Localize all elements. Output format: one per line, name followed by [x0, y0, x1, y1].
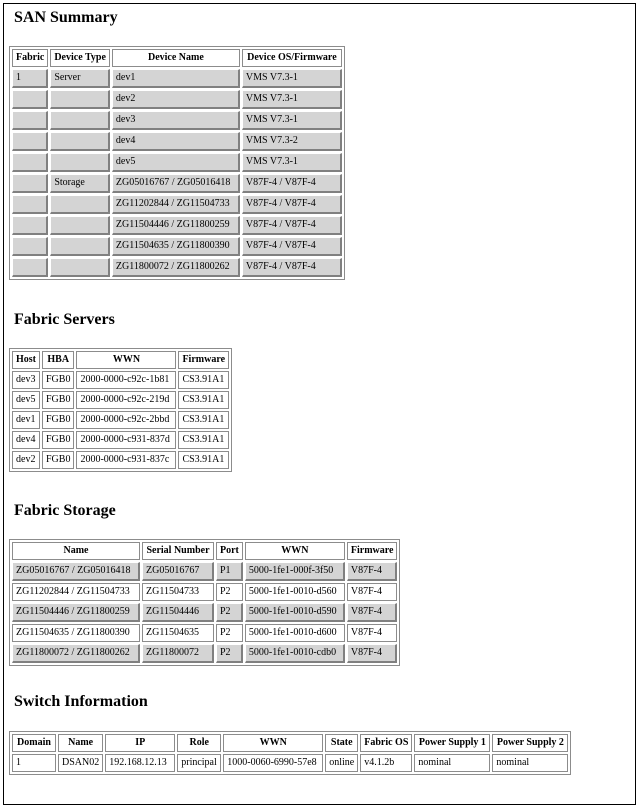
- table-row: [12, 371, 229, 389]
- table-header-row: [12, 49, 342, 67]
- table-cell: [50, 258, 110, 277]
- table-row: [12, 69, 342, 88]
- table-cell: [12, 90, 48, 109]
- fabric-servers-table: [9, 348, 232, 472]
- table-cell: 1: [12, 754, 56, 772]
- table-row: [12, 431, 229, 449]
- table-cell: P2: [216, 644, 243, 663]
- column-header: WWN: [245, 542, 345, 560]
- table-cell: V87F-4: [347, 644, 398, 663]
- fabric-servers-heading: Fabric Servers: [14, 311, 115, 328]
- table-cell: [50, 90, 110, 109]
- table-cell: ZG11504733: [142, 583, 214, 601]
- table-cell: dev3: [12, 371, 40, 389]
- table-cell: CS3.91A1: [178, 451, 229, 469]
- table-cell: Storage: [50, 174, 110, 193]
- table-cell: V87F-4: [347, 562, 398, 581]
- table-cell: [50, 132, 110, 151]
- table-cell: dev3: [112, 111, 240, 130]
- table-cell: nominal: [414, 754, 490, 772]
- table-cell: VMS V7.3-1: [242, 90, 342, 109]
- table-cell: principal: [177, 754, 221, 772]
- table-cell: 5000-1fe1-0010-d560: [245, 583, 345, 601]
- table-cell: dev2: [112, 90, 240, 109]
- table-row: [12, 391, 229, 409]
- table-cell: online: [325, 754, 358, 772]
- san-summary-table: [9, 46, 345, 280]
- table-row: [12, 216, 342, 235]
- column-header: Device Type: [50, 49, 110, 67]
- table-cell: P2: [216, 603, 243, 622]
- table-cell: 5000-1fe1-0010-cdb0: [245, 644, 345, 663]
- table-header-row: [12, 351, 229, 369]
- column-header: Fabric OS: [360, 734, 412, 752]
- table-cell: ZG05016767 / ZG05016418: [112, 174, 240, 193]
- table-cell: FGB0: [42, 431, 74, 449]
- table-row: [12, 132, 342, 151]
- table-cell: CS3.91A1: [178, 391, 229, 409]
- table-cell: FGB0: [42, 411, 74, 429]
- table-cell: 2000-0000-c931-837c: [76, 451, 176, 469]
- table-header-row: [12, 542, 397, 560]
- table-cell: ZG11504446: [142, 603, 214, 622]
- table-cell: [12, 174, 48, 193]
- table-cell: V87F-4 / V87F-4: [242, 237, 342, 256]
- table-row: [12, 195, 342, 214]
- table-cell: 5000-1fe1-0010-d590: [245, 603, 345, 622]
- table-cell: VMS V7.3-2: [242, 132, 342, 151]
- table-cell: P2: [216, 624, 243, 642]
- table-cell: FGB0: [42, 371, 74, 389]
- table-cell: CS3.91A1: [178, 411, 229, 429]
- table-cell: CS3.91A1: [178, 371, 229, 389]
- fabric-storage-table: [9, 539, 400, 666]
- table-cell: ZG11800072: [142, 644, 214, 663]
- table-row: [12, 237, 342, 256]
- column-header: Power Supply 2: [492, 734, 568, 752]
- column-header: Serial Number: [142, 542, 214, 560]
- table-row: [12, 583, 397, 601]
- table-row: [12, 451, 229, 469]
- table-cell: dev2: [12, 451, 40, 469]
- table-cell: [50, 111, 110, 130]
- table-row: [12, 90, 342, 109]
- table-cell: V87F-4 / V87F-4: [242, 174, 342, 193]
- column-header: State: [325, 734, 358, 752]
- switch-information-table: [9, 731, 571, 775]
- table-row: [12, 258, 342, 277]
- table-cell: 5000-1fe1-0010-d600: [245, 624, 345, 642]
- table-cell: ZG11504635: [142, 624, 214, 642]
- column-header: Domain: [12, 734, 56, 752]
- table-cell: ZG11800072 / ZG11800262: [112, 258, 240, 277]
- table-cell: CS3.91A1: [178, 431, 229, 449]
- table-cell: [12, 153, 48, 172]
- column-header: Role: [177, 734, 221, 752]
- table-cell: dev5: [12, 391, 40, 409]
- column-header: Firmware: [178, 351, 229, 369]
- column-header: Fabric: [12, 49, 48, 67]
- table-row: [12, 603, 397, 622]
- table-cell: [12, 195, 48, 214]
- table-cell: 2000-0000-c92c-1b81: [76, 371, 176, 389]
- table-cell: ZG11504635 / ZG11800390: [112, 237, 240, 256]
- table-cell: VMS V7.3-1: [242, 111, 342, 130]
- table-row: [12, 644, 397, 663]
- table-cell: ZG11504635 / ZG11800390: [12, 624, 140, 642]
- column-header: Port: [216, 542, 243, 560]
- column-header: WWN: [76, 351, 176, 369]
- column-header: Power Supply 1: [414, 734, 490, 752]
- column-header: HBA: [42, 351, 74, 369]
- table-cell: Server: [50, 69, 110, 88]
- table-cell: ZG11202844 / ZG11504733: [12, 583, 140, 601]
- table-cell: FGB0: [42, 391, 74, 409]
- table-cell: P2: [216, 583, 243, 601]
- table-cell: V87F-4 / V87F-4: [242, 195, 342, 214]
- column-header: Firmware: [347, 542, 398, 560]
- switch-information-heading: Switch Information: [14, 693, 148, 710]
- column-header: IP: [105, 734, 175, 752]
- table-cell: [12, 216, 48, 235]
- table-cell: 5000-1fe1-000f-3f50: [245, 562, 345, 581]
- table-cell: nominal: [492, 754, 568, 772]
- table-cell: dev4: [12, 431, 40, 449]
- table-cell: P1: [216, 562, 243, 581]
- table-row: [12, 174, 342, 193]
- table-row: [12, 624, 397, 642]
- table-cell: ZG11800072 / ZG11800262: [12, 644, 140, 663]
- table-cell: [50, 153, 110, 172]
- table-cell: [12, 237, 48, 256]
- table-header-row: [12, 734, 568, 752]
- table-row: [12, 111, 342, 130]
- table-cell: dev1: [12, 411, 40, 429]
- table-row: [12, 153, 342, 172]
- table-cell: DSAN02: [58, 754, 103, 772]
- table-cell: 192.168.12.13: [105, 754, 175, 772]
- table-cell: dev4: [112, 132, 240, 151]
- san-summary-heading: SAN Summary: [14, 9, 118, 26]
- table-cell: V87F-4: [347, 624, 398, 642]
- table-cell: v4.1.2b: [360, 754, 412, 772]
- table-cell: [12, 111, 48, 130]
- column-header: Device OS/Firmware: [242, 49, 342, 67]
- table-cell: 2000-0000-c92c-219d: [76, 391, 176, 409]
- table-cell: 1: [12, 69, 48, 88]
- column-header: WWN: [223, 734, 323, 752]
- column-header: Name: [58, 734, 103, 752]
- table-cell: ZG11202844 / ZG11504733: [112, 195, 240, 214]
- table-cell: [50, 237, 110, 256]
- table-cell: ZG11504446 / ZG11800259: [12, 603, 140, 622]
- table-cell: FGB0: [42, 451, 74, 469]
- table-cell: VMS V7.3-1: [242, 153, 342, 172]
- table-cell: 2000-0000-c92c-2bbd: [76, 411, 176, 429]
- table-cell: dev5: [112, 153, 240, 172]
- table-cell: [50, 195, 110, 214]
- table-cell: ZG05016767 / ZG05016418: [12, 562, 140, 581]
- table-cell: V87F-4: [347, 583, 398, 601]
- table-cell: 1000-0060-6990-57e8: [223, 754, 323, 772]
- table-cell: V87F-4 / V87F-4: [242, 258, 342, 277]
- table-cell: [12, 132, 48, 151]
- table-cell: V87F-4: [347, 603, 398, 622]
- table-row: [12, 562, 397, 581]
- table-cell: ZG11504446 / ZG11800259: [112, 216, 240, 235]
- table-cell: dev1: [112, 69, 240, 88]
- column-header: Host: [12, 351, 40, 369]
- column-header: Device Name: [112, 49, 240, 67]
- table-row: [12, 754, 568, 772]
- table-row: [12, 411, 229, 429]
- fabric-storage-heading: Fabric Storage: [14, 502, 116, 519]
- table-cell: V87F-4 / V87F-4: [242, 216, 342, 235]
- table-cell: [12, 258, 48, 277]
- column-header: Name: [12, 542, 140, 560]
- table-cell: [50, 216, 110, 235]
- table-cell: VMS V7.3-1: [242, 69, 342, 88]
- table-cell: ZG05016767: [142, 562, 214, 581]
- table-cell: 2000-0000-c931-837d: [76, 431, 176, 449]
